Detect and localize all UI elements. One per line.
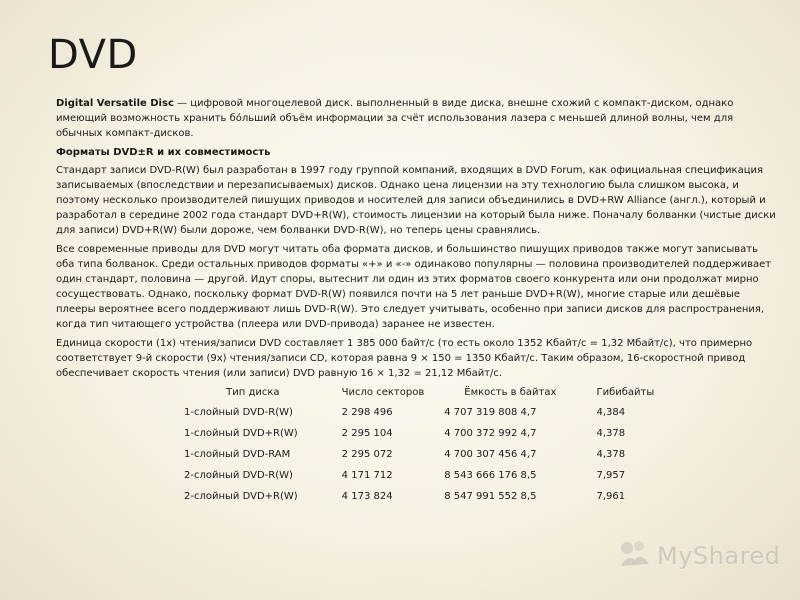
- cell-gibibytes: 7,961: [596, 491, 626, 502]
- slide-content: [56, 96, 776, 510]
- cell-disc-type: 2-слойный DVD+R(W): [184, 491, 298, 502]
- cell-bytes: 4 700 307 456 4,7: [444, 449, 537, 460]
- header-disc-type: Тип диска: [226, 387, 280, 398]
- intro-term: Digital Versatile Disc: [56, 98, 174, 109]
- section-subheading: Форматы DVD±R и их совместимость: [56, 147, 271, 158]
- table-row: [184, 426, 674, 447]
- cell-sectors: 4 173 824: [341, 491, 393, 502]
- header-sectors: Число секторов: [341, 387, 425, 398]
- cell-gibibytes: 7,957: [596, 470, 626, 481]
- cell-disc-type: 1-слойный DVD-RAM: [184, 449, 291, 460]
- cell-gibibytes: 4,384: [596, 407, 626, 418]
- cell-disc-type: 1-слойный DVD+R(W): [184, 428, 298, 439]
- myshared-watermark: [617, 540, 780, 572]
- cell-bytes: 8 543 666 176 8,5: [444, 470, 537, 481]
- cell-sectors: 2 298 496: [341, 407, 393, 418]
- watermark-text: MyShared: [657, 542, 781, 570]
- header-gibibytes: Гибибайты: [596, 387, 655, 398]
- cell-disc-type: 2-слойный DVD-R(W): [184, 470, 293, 481]
- cell-bytes: 4 707 319 808 4,7: [444, 407, 537, 418]
- cell-sectors: 2 295 104: [341, 428, 393, 439]
- disc-capacity-table: [184, 385, 674, 510]
- cell-sectors: 4 171 712: [341, 470, 393, 481]
- table-row: [184, 468, 674, 489]
- cell-bytes: 8 547 991 552 8,5: [444, 491, 537, 502]
- table-row: [184, 489, 674, 510]
- paragraph-standard-history: Стандарт записи DVD-R(W) был разработан в 1997 году группой компаний, входящих в DVD Forum, как официальная спецификация записываемых (впоследствии и перезаписываемых) дисков. Однако цена лицензии на эту технологию была слишком высока, и поэтому несколько производителей пишущих приводов и носителей для записи объединились в DVD+RW Alliance (англ.), который и разработал в середине 2002 года стандарт DVD+R(W), стоимость лицензии на который была ниже. Поначалу болванки (чистые диски для записи) DVD+R(W) были дороже, чем болванки DVD-R(W), но теперь цены сравнялись.: [56, 165, 776, 236]
- paragraph-speed: Единица скорости (1x) чтения/записи DVD составляет 1 385 000 байт/с (то есть около 1352 Кбайт/с = 1,32 Мбайт/с), что примерно соответствует 9-й скорости (9x) чтения/записи CD, которая равна 9 × 150 = 1350 Кбайт/с. Таким образом, 16-скоростной привод обеспечивает скорость чтения (или записи) DVD равную 16 × 1,32 = 21,12 Мбайт/с.: [56, 338, 753, 379]
- cell-sectors: 2 295 072: [341, 449, 393, 460]
- intro-paragraph: [56, 96, 776, 141]
- cell-disc-type: 1-слойный DVD-R(W): [184, 407, 293, 418]
- myshared-logo-icon: [617, 538, 653, 574]
- table-header-row: [184, 385, 674, 405]
- header-bytes: Ёмкость в байтах: [464, 387, 557, 398]
- cell-gibibytes: 4,378: [596, 449, 626, 460]
- intro-text: — цифровой многоцелевой диск. выполненный в виде диска, внешне схожий с компакт-диском, однако имеющий возможность хранить бо́льший объём информации за счёт использования лазера с меньшей длиной волны, чем для обычных компакт-дисков.: [56, 98, 734, 139]
- table-row: [184, 447, 674, 468]
- table-row: [184, 405, 674, 426]
- cell-bytes: 4 700 372 992 4,7: [444, 428, 537, 439]
- slide-title: DVD: [48, 32, 138, 78]
- cell-gibibytes: 4,378: [596, 428, 626, 439]
- paragraph-compatibility: Все современные приводы для DVD могут читать оба формата дисков, и большинство пишущих приводов также могут записывать оба типа болванок. Среди остальных приводов форматы «+» и «-» одинаково популярны — половина производителей поддерживает один стандарт, половина — другой. Идут споры, вытеснит ли один из этих форматов своего конкурента или они продолжат мирно сосуществовать. Однако, поскольку формат DVD-R(W) появился почти на 5 лет раньше DVD+R(W), многие старые или дешёвые плееры вероятнее всего поддерживают лишь DVD-R(W). Это следует учитывать, особенно при записи дисков для распространения, когда тип читающего устройства (плеера или DVD-привода) заранее не известен.: [56, 244, 772, 330]
